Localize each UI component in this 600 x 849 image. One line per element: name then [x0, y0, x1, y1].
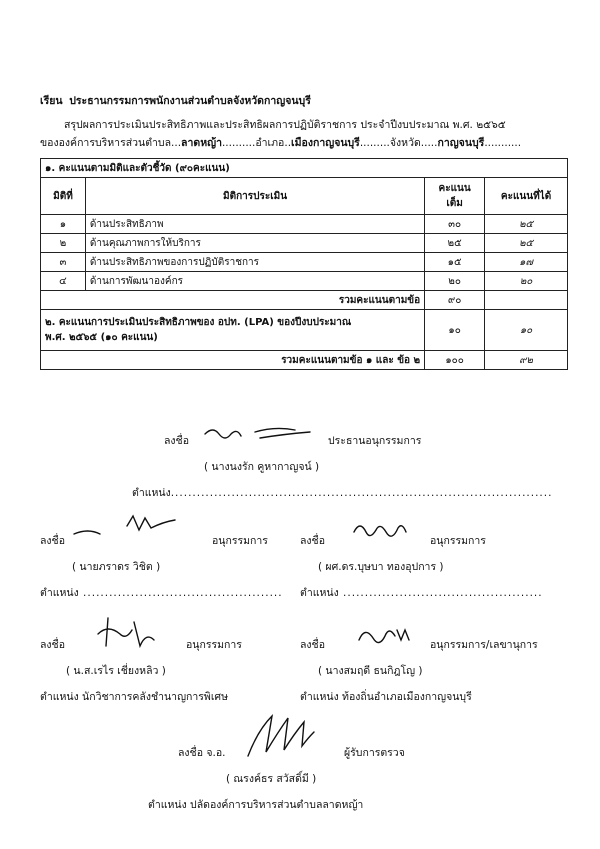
m4-role: อนุกรรมการ/เลขานุการ — [430, 639, 538, 651]
total-label: รวมคะแนนตามข้อ ๑ และ ข้อ ๒ — [41, 351, 425, 370]
table-row — [41, 272, 568, 291]
section2-full: ๑๐ — [425, 310, 485, 351]
summary-line-2 — [40, 134, 521, 151]
m1-sign-label: ลงชื่อ — [40, 535, 65, 547]
section1-title-row — [41, 159, 568, 178]
recipient-line — [40, 92, 311, 109]
table-row — [41, 234, 568, 253]
m1-signature — [72, 512, 202, 542]
m4-name: ( นางสมฤดี ธนกิฎโญ ) — [318, 665, 423, 677]
table-row — [41, 253, 568, 272]
col-score-header: คะแนนที่ได้ — [485, 178, 568, 215]
section1-title: ๑. คะแนนตามมิติและตัวชี้วัด (๙๐คะแนน) — [41, 159, 568, 178]
section2-score: ๑๐ — [485, 310, 568, 351]
section2-line1: ๒. คะแนนการประเมินประสิทธิภาพของ อปท. (LPA) ของปีงบประมาณ — [45, 317, 352, 328]
chair-name: ( นางนงรัก คูหากาญจน์ ) — [204, 461, 320, 473]
subtotal-row — [41, 291, 568, 310]
row-dimension: ด้านการพัฒนาองค์กร — [85, 272, 424, 291]
org-name: ลาดหญ้า — [181, 137, 222, 149]
chair-signature — [200, 422, 320, 444]
subtotal-label: รวมคะแนนตามข้อ — [41, 291, 425, 310]
m3-signature — [94, 612, 164, 652]
chair-position-line: ตำแหน่ง........................................................................................ — [132, 487, 553, 499]
row-score: ๒๕ — [485, 215, 568, 234]
row-dimension: ด้านประสิทธิภาพของการปฏิบัติราชการ — [85, 253, 424, 272]
col-no-header: มิติที่ — [41, 178, 86, 215]
col-full-1: คะแนน — [438, 183, 471, 194]
province-name: กาญจนบุรี — [437, 137, 485, 149]
row-no: ๒ — [41, 234, 86, 253]
table-row — [41, 215, 568, 234]
row-full: ๒๐ — [425, 272, 485, 291]
row-full: ๑๕ — [425, 253, 485, 272]
row-no: ๔ — [41, 272, 86, 291]
col-dimension-header: มิติการประเมิน — [85, 178, 424, 215]
m2-sign-label: ลงชื่อ — [300, 535, 325, 547]
col-full-2: เต็ม — [446, 198, 463, 209]
m4-position: ตำแหน่ง ท้องถิ่นอำเภอเมืองกาญจนบุรี — [300, 691, 472, 703]
section2-label — [41, 310, 425, 351]
row-dimension: ด้านประสิทธิภาพ — [85, 215, 424, 234]
m3-position: ตำแหน่ง นักวิชาการคลังชำนาญการพิเศษ — [40, 691, 229, 703]
m1-role: อนุกรรมการ — [212, 535, 268, 547]
checker-role: ผู้รับการตรวจ — [344, 747, 405, 759]
m4-signature — [355, 622, 415, 650]
subtotal-score — [485, 291, 568, 310]
chair-position-label: ตำแหน่ง — [132, 487, 171, 499]
row-dimension: ด้านคุณภาพการให้บริการ — [85, 234, 424, 253]
total-full: ๑๐๐ — [425, 351, 485, 370]
m3-name: ( น.ส.เรไร เชี่ยงหลิว ) — [66, 665, 166, 677]
row-score: ๒๐ — [485, 272, 568, 291]
col-full-header — [425, 178, 485, 215]
section2-row — [41, 310, 568, 351]
checker-sign-label: ลงชื่อ จ.อ. — [178, 747, 226, 759]
m2-role: อนุกรรมการ — [430, 535, 486, 547]
section2-line2: พ.ศ. ๒๕๖๕ (๑๐ คะแนน) — [45, 332, 158, 343]
m2-position-line: ตำแหน่ง .............................................. — [300, 587, 543, 599]
total-score: ๙๒ — [485, 351, 568, 370]
m1-position-label: ตำแหน่ง — [40, 587, 79, 599]
trail-dots: ........... — [484, 137, 522, 149]
checker-position: ตำแหน่ง ปลัดองค์การบริหารส่วนตำบลลาดหญ้า — [148, 799, 364, 811]
m4-sign-label: ลงชื่อ — [300, 639, 325, 651]
row-no: ๓ — [41, 253, 86, 272]
total-row — [41, 351, 568, 370]
checker-name: ( ณรงค์ธร สวัสดิ์มี ) — [226, 773, 317, 785]
province-label: .........จังหวัด..... — [359, 137, 438, 149]
m3-role: อนุกรรมการ — [186, 639, 242, 651]
district-name: เมืองกาญจนบุรี — [291, 137, 360, 149]
summary-line-1: สรุปผลการประเมินประสิทธิภาพและประสิทธิผลการปฏิบัติราชการ ประจำปีงบประมาณ พ.ศ. ๒๕๖๕ — [64, 119, 506, 131]
to-label: เรียน — [40, 95, 63, 107]
m2-signature — [350, 518, 420, 546]
chair-role: ประธานอนุกรรมการ — [328, 435, 422, 447]
m3-sign-label: ลงชื่อ — [40, 639, 65, 651]
checker-signature — [240, 712, 350, 760]
table-header-row — [41, 178, 568, 215]
row-full: ๓๐ — [425, 215, 485, 234]
subtotal-full: ๙๐ — [425, 291, 485, 310]
m2-name: ( ผศ.ดร.บุษบา ทองอุปการ ) — [318, 561, 444, 573]
chair-sign-label: ลงชื่อ — [164, 435, 189, 447]
org-prefix: ขององค์การบริหารส่วนตำบล... — [40, 137, 182, 149]
m1-position-line: ตำแหน่ง .............................................. — [40, 587, 283, 599]
row-score: ๒๕ — [485, 234, 568, 253]
score-table — [40, 158, 568, 370]
to-value: ประธานกรรมการพนักงานส่วนตำบลจังหวัดกาญจนบุรี — [69, 95, 311, 107]
m1-name: ( นายภราดร วิชิต ) — [72, 561, 161, 573]
row-full: ๒๕ — [425, 234, 485, 253]
m2-position-label: ตำแหน่ง — [300, 587, 339, 599]
row-score: ๑๗ — [485, 253, 568, 272]
row-no: ๑ — [41, 215, 86, 234]
district-label: ..........อำเภอ.. — [221, 137, 292, 149]
